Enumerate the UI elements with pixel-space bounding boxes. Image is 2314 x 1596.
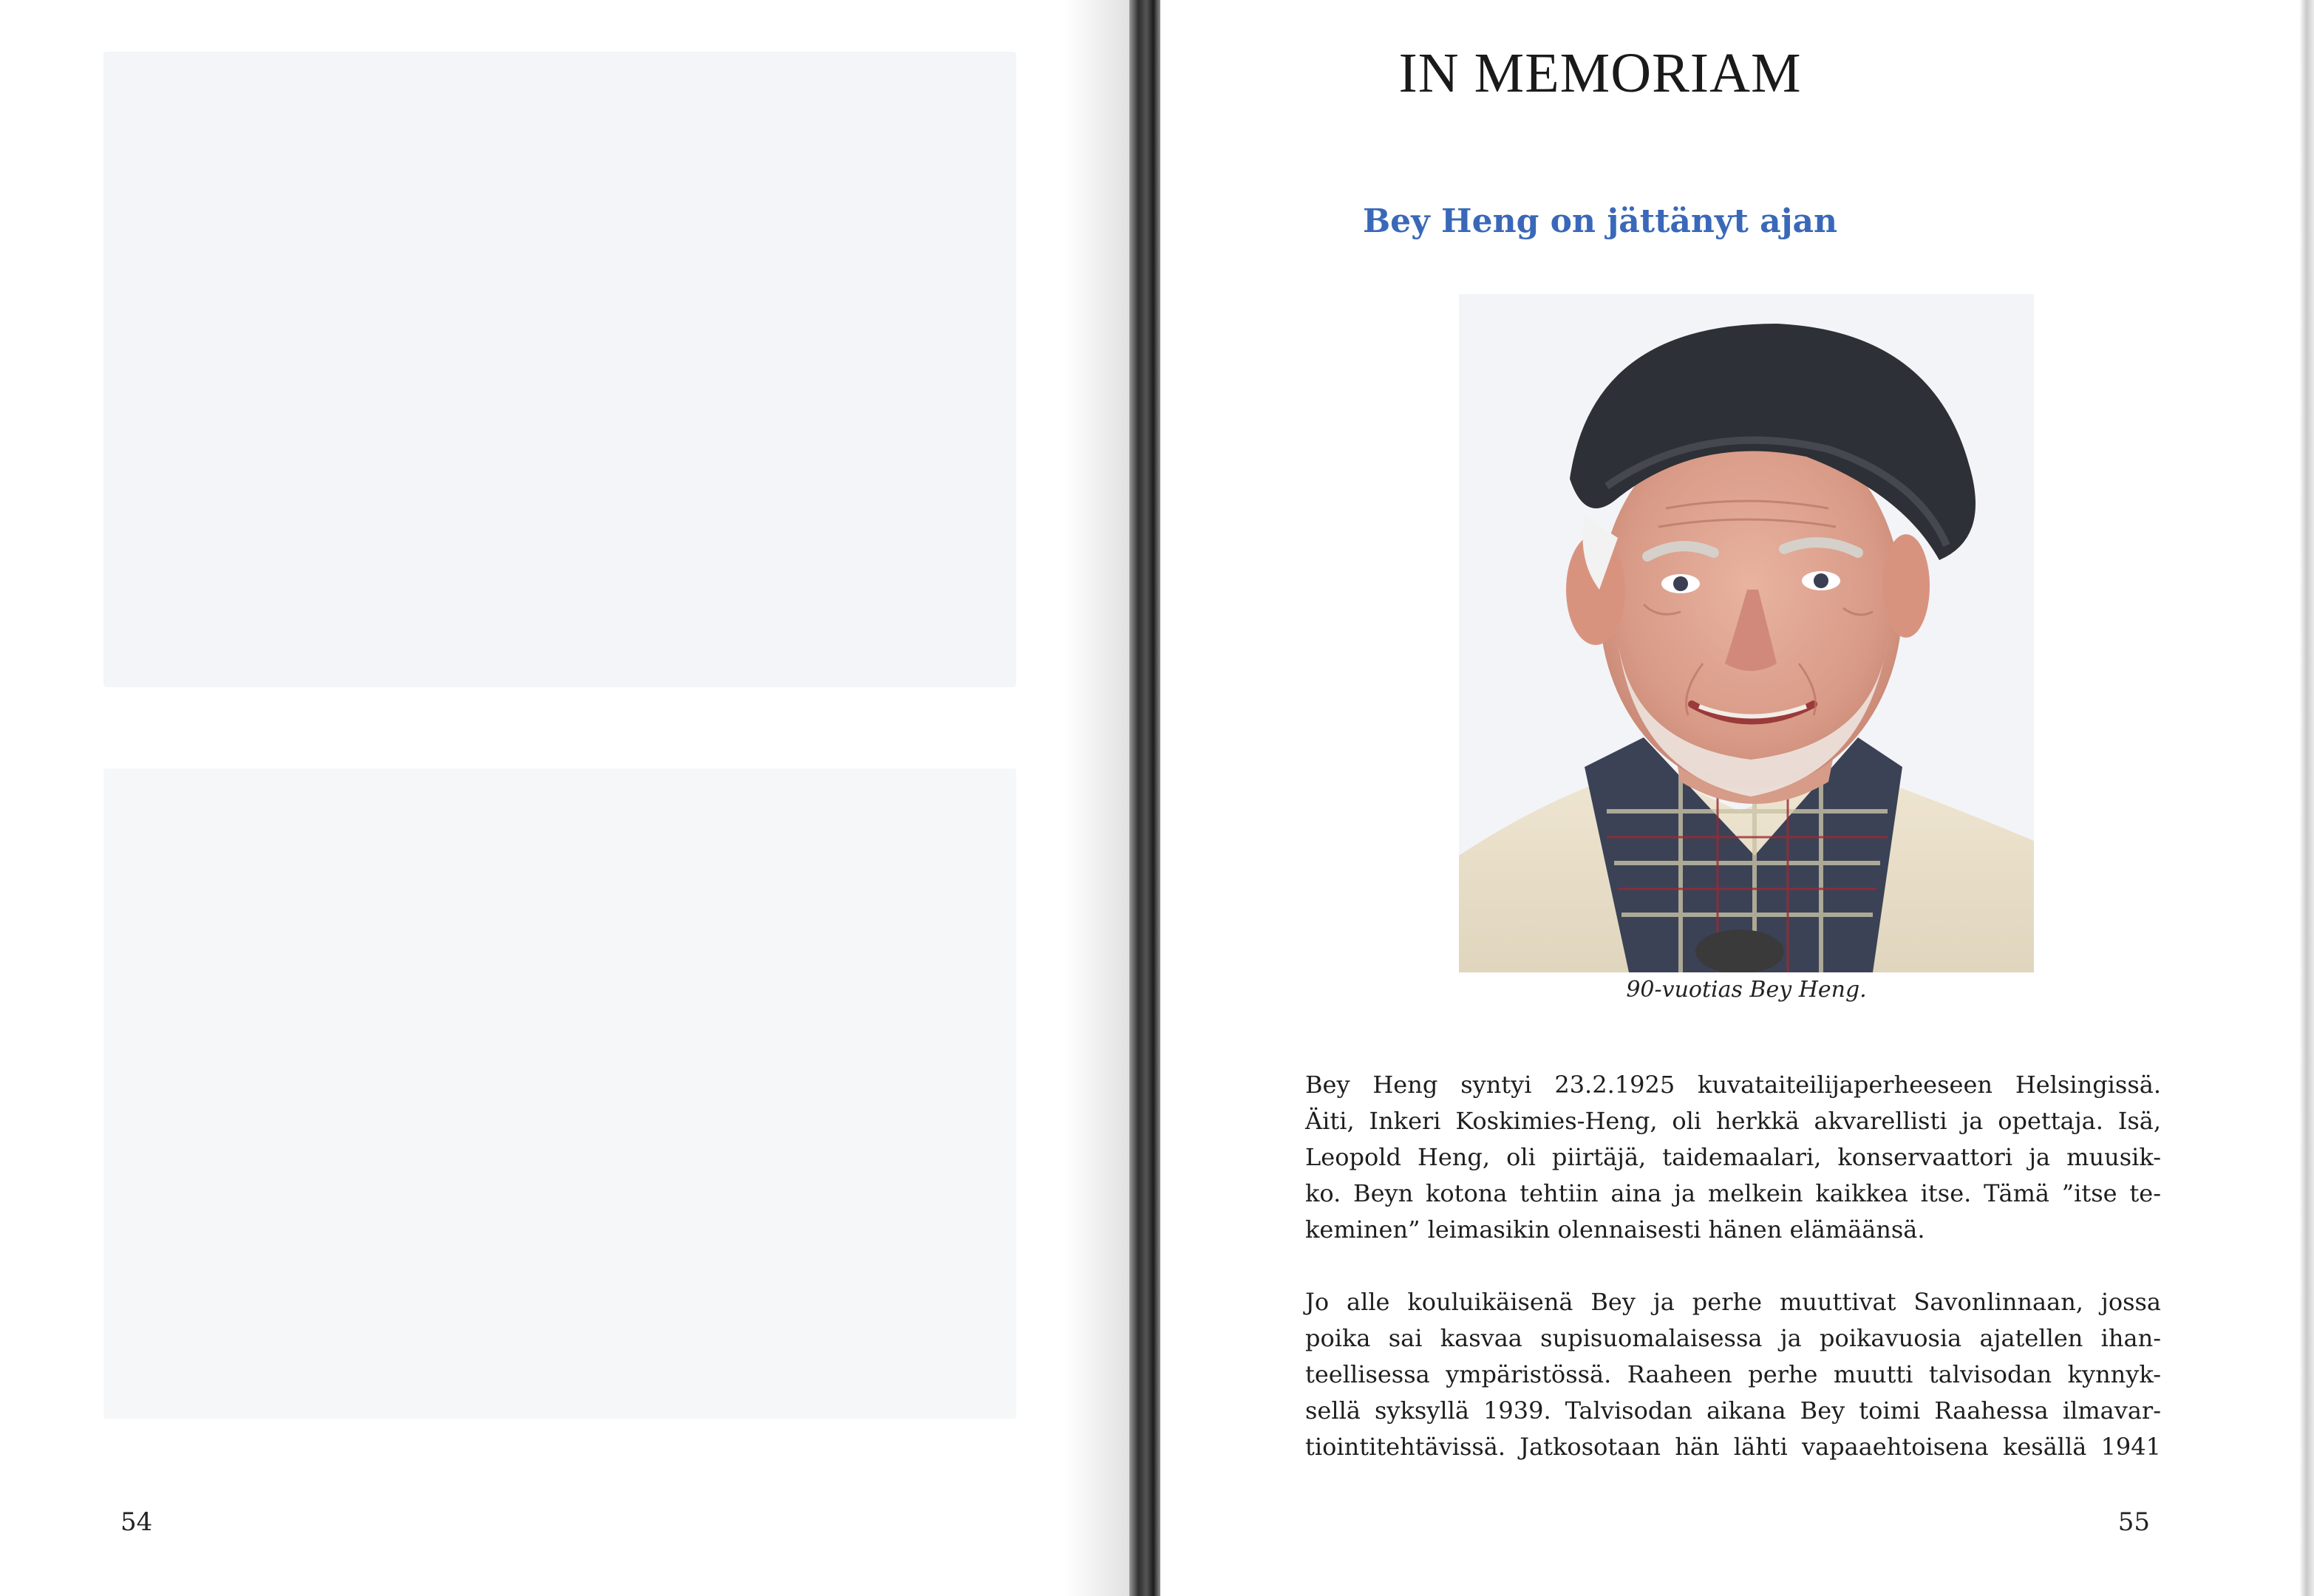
page-edge (2299, 0, 2314, 1596)
left-page (0, 0, 1123, 1596)
page-number: 55 (2117, 1507, 2150, 1537)
text-line: Äiti, Inkeri Koskimies-Heng, oli herkkä akvarellisti ja opettaja. Isä, (1305, 1107, 2161, 1135)
show-through-image (103, 52, 1016, 687)
page-number: 54 (120, 1507, 153, 1537)
portrait-illustration (1459, 294, 2034, 972)
right-page (1160, 0, 2314, 1596)
page-title: IN MEMORIAM (1398, 42, 1802, 104)
gutter-shadow (1064, 0, 1131, 1596)
text-line: keminen” leimasikin olennaisesti hänen elämäänsä. (1305, 1215, 1925, 1244)
portrait-photo (1459, 294, 2034, 972)
book-spine (1129, 0, 1160, 1596)
text-line: Jo alle kouluikäisenä Bey ja perhe muuttivat Savonlinnaan, jossa (1305, 1288, 2161, 1316)
show-through-image (103, 768, 1016, 1419)
text-line: poika sai kasvaa supisuomalaisessa ja poikavuosia ajatellen ihan- (1305, 1324, 2161, 1352)
body-paragraph (1305, 1067, 2161, 1248)
article-title: Bey Heng on jättänyt ajan (1362, 202, 1838, 240)
text-line: teellisessa ympäristössä. Raaheen perhe muutti talvisodan kynnyk- (1305, 1360, 2161, 1388)
photo-caption: 90-vuotias Bey Heng. (1626, 977, 1867, 1003)
body-paragraph (1305, 1284, 2161, 1465)
text-line: Leopold Heng, oli piirtäjä, taidemaalari, konservaattori ja muusik- (1305, 1143, 2161, 1171)
text-line: ko. Beyn kotona tehtiin aina ja melkein kaikkea itse. Tämä ”itse te- (1305, 1179, 2161, 1207)
text-line: sellä syksyllä 1939. Talvisodan aikana Bey toimi Raahessa ilmavar- (1305, 1396, 2161, 1425)
text-line: Bey Heng syntyi 23.2.1925 kuvataiteilijaperheeseen Helsingissä. (1305, 1071, 2161, 1099)
text-line: tiointitehtävissä. Jatkosotaan hän lähti vapaaehtoisena kesällä 1941 (1305, 1433, 2161, 1461)
